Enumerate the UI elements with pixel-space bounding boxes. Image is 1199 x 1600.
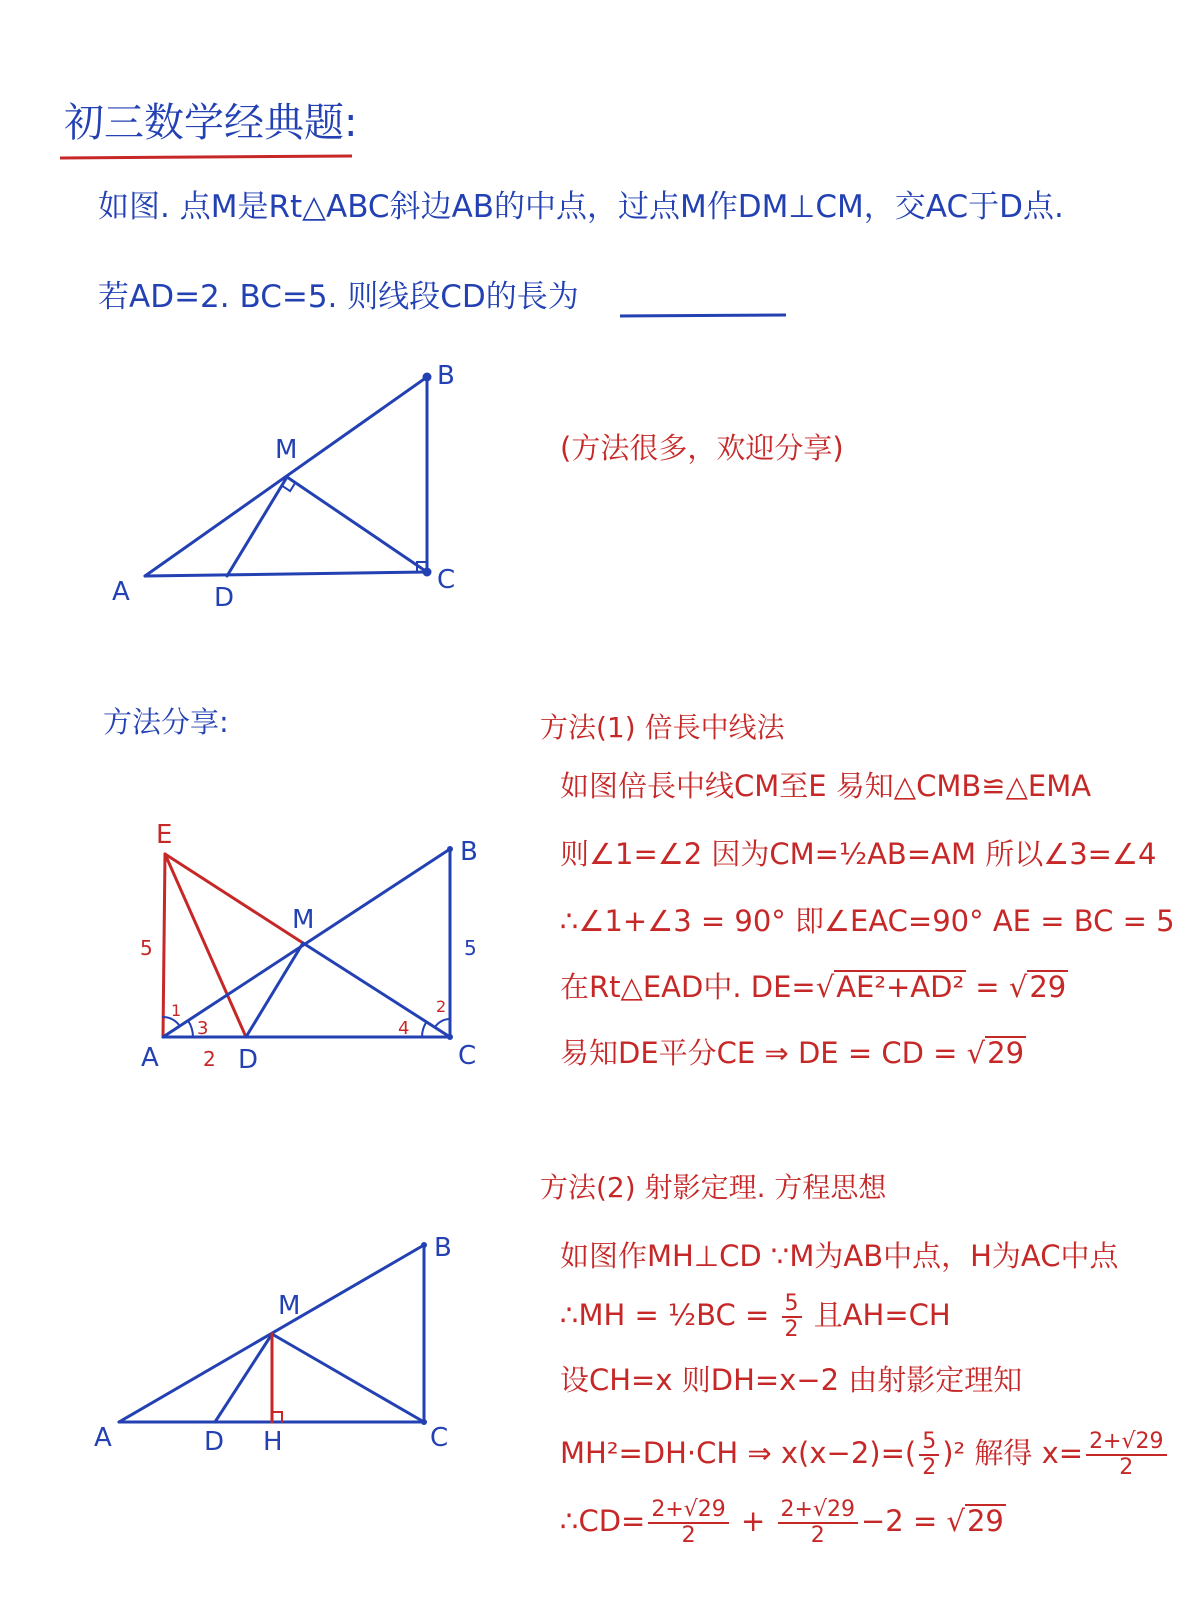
methods-note: (方法很多，欢迎分享) — [560, 431, 844, 465]
fig3-label-D: D — [204, 1427, 225, 1457]
fig1-label-M: M — [275, 435, 298, 465]
method2-heading: 方法(2) 射影定理. 方程思想 — [540, 1171, 887, 1204]
fig3-label-A: A — [94, 1423, 112, 1453]
sqrt-sign: √ — [966, 1036, 986, 1070]
problem-line-2: 若AD=2. BC=5. 则线段CD的長为 — [98, 279, 579, 315]
fig1-label-C: C — [437, 565, 456, 595]
method1-line-1: 如图倍長中线CM至E 易知△CMB≌△EMA — [560, 769, 1092, 803]
title-underline — [60, 156, 352, 158]
fig2-length-AE: 5 — [140, 936, 153, 960]
fig2-segment-MC — [303, 943, 450, 1037]
fig2-angle-arc-3 — [188, 1021, 193, 1037]
method1-line4-text: 在Rt△EAD中. DE= — [560, 970, 816, 1004]
fig2-label-B: B — [460, 837, 478, 867]
fig2-segment-MD — [246, 943, 303, 1037]
fig1-point-B — [424, 374, 430, 380]
method2-line-5 — [560, 1498, 1006, 1548]
answer-blank — [620, 315, 786, 316]
fig2-segment-EA — [163, 854, 165, 1037]
fig2-angle-label-3: 3 — [197, 1018, 209, 1039]
method2-line-3: 设CH=x 则DH=x−2 由射影定理知 — [560, 1363, 1023, 1397]
fig2-angle-arc-2 — [435, 1019, 450, 1027]
denominator: 2 — [784, 1317, 799, 1343]
method2-line2-text: ∴MH = ½BC = — [560, 1298, 779, 1333]
fig2-length-BC: 5 — [464, 936, 477, 960]
radicand: 29 — [966, 1504, 1004, 1539]
numerator: 5 — [919, 1430, 939, 1456]
fig2-angle-arc-4 — [422, 1022, 426, 1037]
fig2-label-M: M — [292, 905, 315, 935]
fig3-point-C — [421, 1419, 427, 1425]
method2-line4-mid: )² 解得 x= — [942, 1436, 1084, 1471]
fig1-label-A: A — [112, 577, 130, 607]
method2-line5-text: ∴CD= — [560, 1504, 646, 1539]
fig3-segment-MC — [272, 1334, 424, 1422]
equals: = — [966, 970, 1009, 1004]
denominator: 2 — [810, 1523, 825, 1549]
fig3-label-B: B — [434, 1233, 452, 1263]
fig1-segment-AC — [145, 572, 427, 576]
method2-line2-tail: 且AH=CH — [804, 1298, 951, 1333]
fraction — [919, 1430, 939, 1480]
fig2-angle-label-2: 2 — [436, 997, 447, 1016]
denominator: 2 — [1119, 1455, 1134, 1481]
fig2-angle-label-1: 1 — [171, 1001, 182, 1020]
fig2-point-B — [447, 846, 453, 852]
method2-line4-text: MH²=DH·CH ⇒ x(x−2)=( — [560, 1436, 917, 1471]
denominator: 2 — [922, 1455, 937, 1481]
fig1-segment-MD — [227, 477, 287, 576]
fraction — [1086, 1430, 1166, 1480]
method2-line-1: 如图作MH⊥CD ∵M为AB中点，H为AC中点 — [560, 1239, 1119, 1273]
fig2-label-C: C — [458, 1041, 477, 1071]
fig2-label-A: A — [141, 1043, 159, 1073]
plus-sign: + — [731, 1504, 775, 1539]
radicand: AE²+AD² — [836, 970, 965, 1004]
method1-heading: 方法(1) 倍長中线法 — [540, 711, 785, 744]
fig3-point-B — [421, 1242, 427, 1248]
numerator: 2+√29 — [648, 1498, 728, 1524]
fig1-segment-MC — [287, 477, 427, 572]
fig3-label-M: M — [278, 1291, 301, 1321]
problem-line-1: 如图. 点M是Rt△ABC斜边AB的中点，过点M作DM⊥CM，交AC于D点. — [98, 189, 1064, 225]
fig3-label-H: H — [263, 1427, 283, 1457]
method1-line5-text: 易知DE平分CE ⇒ DE = CD = — [560, 1036, 967, 1070]
fig1-label-B: B — [437, 361, 455, 391]
numerator: 2+√29 — [1086, 1430, 1166, 1456]
sqrt-sign: √ — [1008, 970, 1028, 1004]
figure-1 — [145, 374, 430, 576]
page-title: 初三数学经典题: — [64, 100, 358, 146]
radicand: 29 — [987, 1036, 1025, 1070]
numerator: 5 — [782, 1292, 802, 1318]
numerator: 2+√29 — [778, 1498, 858, 1524]
fig3-segment-MD — [215, 1334, 272, 1422]
fig2-point-C — [447, 1034, 453, 1040]
fraction — [778, 1498, 858, 1548]
fig2-label-E: E — [156, 820, 173, 850]
fig2-label-D: D — [238, 1045, 259, 1075]
fig1-label-D: D — [214, 583, 235, 613]
figure-3 — [119, 1242, 427, 1425]
fig1-point-C — [424, 569, 430, 575]
fraction — [648, 1498, 728, 1548]
method1-line-2: 则∠1=∠2 因为CM=½AB=AM 所以∠3=∠4 — [560, 837, 1157, 871]
sqrt-sign: √ — [815, 970, 835, 1004]
fig3-label-C: C — [430, 1423, 449, 1453]
fraction — [782, 1292, 802, 1342]
sqrt-sign: √ — [946, 1504, 965, 1539]
method1-line-5 — [560, 1036, 1026, 1070]
fig2-angle-label-4: 4 — [398, 1018, 410, 1039]
method2-line-2 — [560, 1292, 951, 1342]
method1-line-3: ∴∠1+∠3 = 90° 即∠EAC=90° AE = BC = 5 — [560, 904, 1175, 938]
fig2-length-AD: 2 — [203, 1047, 216, 1071]
radicand: 29 — [1029, 970, 1067, 1004]
figure-2 — [163, 846, 453, 1040]
method1-line-4 — [560, 970, 1068, 1004]
denominator: 2 — [681, 1523, 696, 1549]
method2-line5-tail: −2 = — [861, 1504, 947, 1539]
methods-heading: 方法分享: — [103, 705, 229, 739]
method2-line-4 — [560, 1430, 1170, 1480]
